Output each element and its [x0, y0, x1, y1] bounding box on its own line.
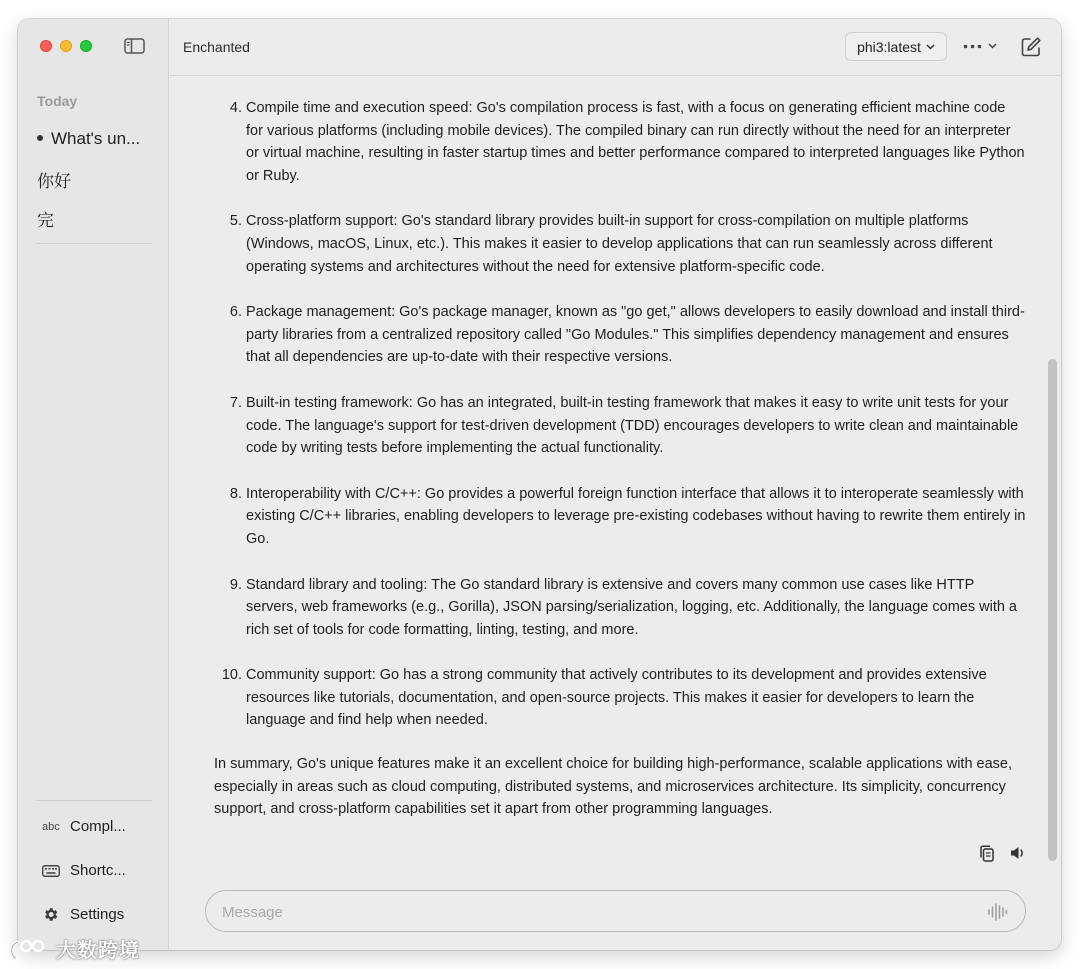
sidebar-toggle-icon[interactable]: [124, 38, 145, 54]
list-item: [221, 664, 1026, 732]
message-composer[interactable]: [205, 890, 1026, 932]
conversation-label: 你好: [37, 172, 71, 191]
app-window: [18, 19, 1061, 950]
settings-label: Settings: [70, 906, 125, 923]
shortcuts-button[interactable]: [42, 862, 126, 879]
list-item: [229, 483, 1026, 551]
speaker-icon[interactable]: [1009, 845, 1027, 861]
message-input[interactable]: [222, 901, 942, 923]
list-number: 9.: [229, 576, 242, 593]
list-text: Compile time and execution speed: Go's compilation process is fast, with a focus on generating efficient machine code for various platforms (including mobile devices). The compiled binary can run directly without the need for an interpreter or virtual machine, resulting in faster startup times and better performance compared to interpreted languages like Python or Ruby.: [246, 100, 1025, 184]
voice-waveform-icon[interactable]: [987, 902, 1009, 922]
list-text: Package management: Go's package manager, known as "go get," allows developers to easily download and install third-party libraries from a centralized repository called "Go Modules." This simplifies dependency management and ensures that all dependencies are up-to-date with their respective versions.: [246, 304, 1025, 366]
response-summary: In summary, Go's unique features make it an excellent choice for building high-performance, scalable applications with ease, especially in areas such as cloud computing, distributed systems, and microservices architecture. Its simplicity, concurrency support, and cross-platform capabilities set it apart from other programming languages.: [214, 756, 1013, 818]
window-controls: [40, 40, 92, 52]
app-title: Enchanted: [183, 39, 250, 55]
list-number: 5.: [229, 213, 242, 230]
gear-icon: [42, 906, 66, 923]
new-chat-compose-icon[interactable]: [1020, 36, 1042, 58]
zoom-window-button[interactable]: [80, 40, 92, 52]
active-dot-icon: [37, 135, 43, 141]
list-text: Interoperability with C/C++: Go provides a powerful foreign function interface that allows it to interoperate seamlessly with existing C/C++ libraries, enabling developers to leverage pre-existing codebases without having to rewrite them entirely in Go.: [246, 485, 1026, 547]
list-number: 4.: [229, 100, 242, 116]
completions-button[interactable]: [42, 818, 126, 835]
conversation-label: 完: [37, 211, 54, 230]
list-number: 10.: [221, 667, 242, 684]
shortcuts-label: Shortc...: [70, 862, 126, 879]
copy-icon[interactable]: [979, 845, 995, 863]
completions-label: Compl...: [70, 818, 126, 835]
close-window-button[interactable]: [40, 40, 52, 52]
list-text: Cross-platform support: Go's standard library provides built-in support for cross-compilation on multiple platforms (Windows, macOS, Linux, etc.). This makes it easier to develop applications that can run seamlessly across different operating systems and architectures without the need for extensive platform-specific code.: [246, 213, 993, 275]
keyboard-icon: [42, 865, 66, 877]
conversation-item[interactable]: [37, 206, 54, 231]
model-selector[interactable]: [845, 32, 947, 61]
list-number: 6.: [229, 304, 242, 321]
list-number: 7.: [229, 394, 242, 411]
abc-icon: abc: [42, 820, 60, 833]
conversation-item[interactable]: [37, 167, 71, 192]
chat-main: [170, 19, 1061, 950]
conversation-item-active[interactable]: [37, 129, 140, 149]
sidebar: [18, 19, 169, 950]
watermark: [8, 934, 140, 963]
list-text: Community support: Go has a strong community that actively contributes to its development and provides extensive resources like tutorials, documentation, and open-source projects. This makes it easier for developers to learn the language and find help when needed.: [246, 667, 987, 729]
list-item: [229, 97, 1026, 187]
sidebar-divider: [36, 800, 152, 801]
list-item: [229, 392, 1026, 460]
conversation-label: What's un...: [51, 129, 141, 148]
watermark-logo-icon: [8, 936, 52, 962]
chevron-down-icon: [988, 43, 997, 49]
watermark-text: 大数跨境: [56, 940, 140, 962]
list-text: Standard library and tooling: The Go standard library is extensive and covers many common use cases like HTTP servers, web frameworks (e.g., Gorilla), JSON parsing/serialization, logging, etc. Additionally, the language comes with a rich set of tools for code formatting, linting, testing, and more.: [246, 576, 1017, 638]
settings-button[interactable]: [42, 906, 124, 923]
red-arrow-icon: [980, 874, 1010, 877]
chevron-down-icon: [926, 44, 935, 50]
more-options-button[interactable]: [963, 36, 997, 56]
message-actions: [979, 845, 1027, 863]
list-item: [229, 301, 1026, 369]
scrollbar-thumb[interactable]: [1048, 359, 1057, 861]
message-scroll-area[interactable]: [170, 77, 1061, 877]
model-name: phi3:latest: [857, 38, 921, 55]
sidebar-divider: [36, 243, 152, 244]
minimize-window-button[interactable]: [60, 40, 72, 52]
section-label-today: Today: [37, 93, 78, 109]
list-item: [229, 210, 1026, 278]
list-number: 8.: [229, 485, 242, 502]
response-list: [221, 97, 1026, 755]
list-text: Built-in testing framework: Go has an integrated, built-in testing framework that makes it easy to write unit tests for your code. The language's support for test-driven development (TDD) encourages developers to write clean and maintainable code by writing tests before implementing the actual functionality.: [246, 394, 1019, 457]
ellipsis-icon: [963, 44, 982, 49]
toolbar: [170, 19, 1061, 76]
list-item: [229, 574, 1026, 642]
